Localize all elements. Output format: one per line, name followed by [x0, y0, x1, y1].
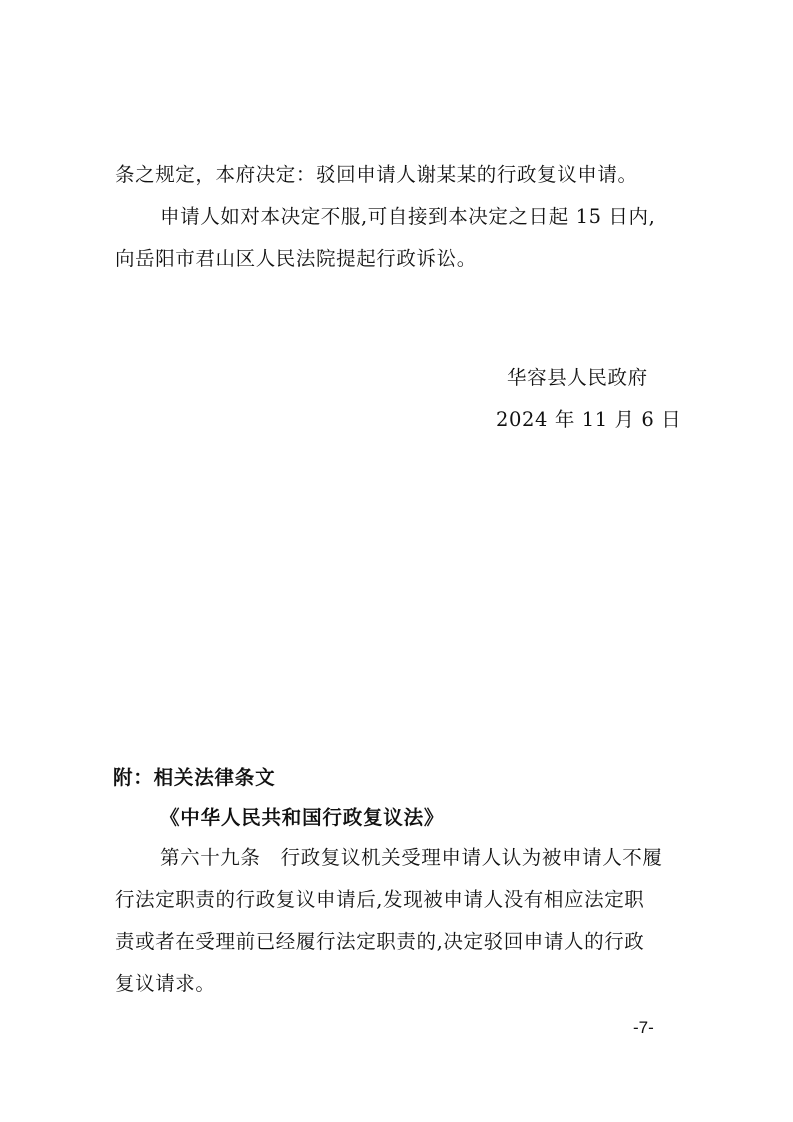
page-number: -7- — [633, 1018, 654, 1037]
issue-date: 2024 年 11 月 6 日 — [496, 408, 682, 431]
issuing-authority: 华容县人民政府 — [507, 366, 648, 389]
article-line-2: 行法定职责的行政复议申请后,发现被申请人没有相应法定职 — [115, 888, 645, 911]
article-line-4: 复议请求。 — [115, 972, 216, 995]
decision-line-1: 条之规定，本府决定：驳回申请人谢某某的行政复议申请。 — [115, 163, 638, 186]
article-line-1: 第六十九条 行政复议机关受理申请人认为被申请人不履 — [160, 846, 663, 869]
decision-line-3: 向岳阳市君山区人民法院提起行政诉讼。 — [115, 247, 477, 270]
appendix-heading: 附：相关法律条文 — [113, 766, 276, 789]
law-title: 《中华人民共和国行政复议法》 — [160, 806, 445, 829]
article-line-3: 责或者在受理前已经履行法定职责的,决定驳回申请人的行政 — [115, 930, 645, 953]
decision-line-2: 申请人如对本决定不服,可自接到本决定之日起 15 日内, — [160, 205, 656, 228]
